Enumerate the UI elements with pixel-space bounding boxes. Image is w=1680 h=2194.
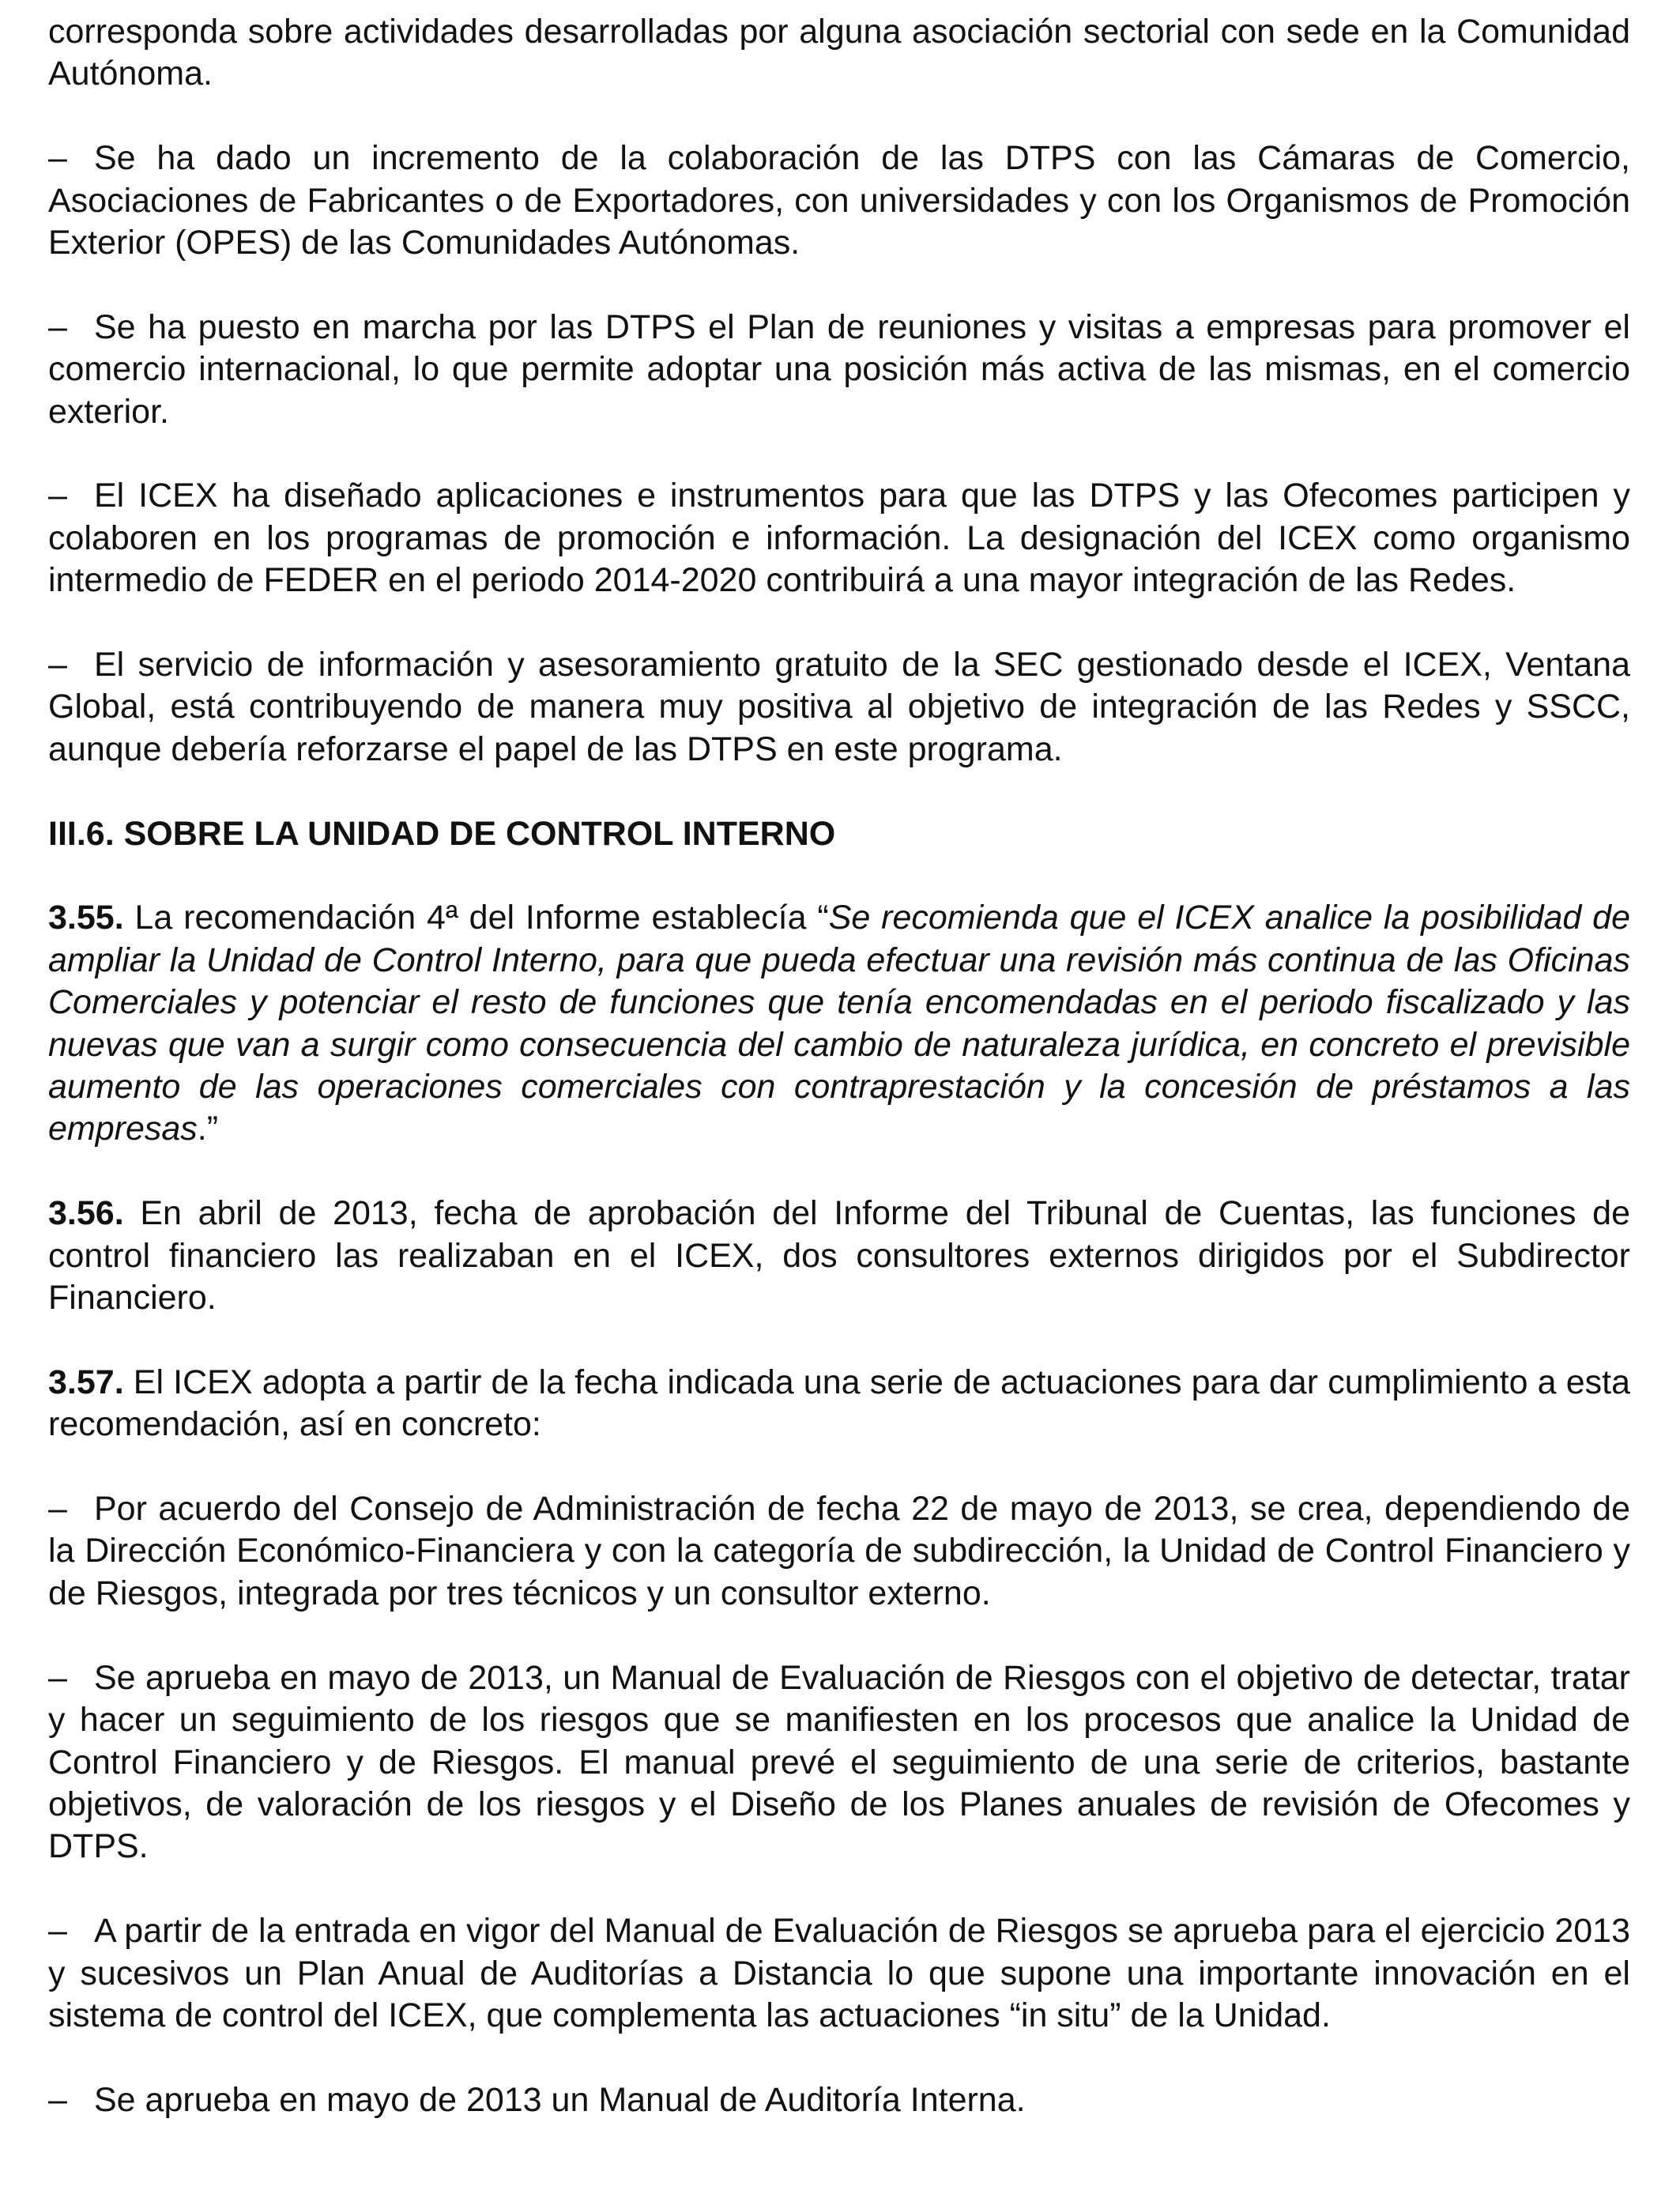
dash-bullet: – (48, 477, 67, 515)
bullet-text: Se ha dado un incremento de la colaboración de las DTPS con las Cámaras de Comercio, Asociaciones de Fabricantes o de Exportadores, con universidades y con los Organismos de Promoción Exterior (OPES) de las Comunidades Autónomas. (48, 139, 1630, 262)
bullet-item (48, 307, 1630, 433)
document-page (48, 11, 1630, 2121)
dash-bullet: – (48, 139, 67, 178)
bullet-item (48, 475, 1630, 601)
dash-bullet: – (48, 1658, 67, 1697)
paragraph-continuation (48, 11, 1630, 96)
bullet-item (48, 1488, 1630, 1615)
paragraph-number: 3.55. (48, 899, 124, 937)
bullet-item (48, 1910, 1630, 2037)
paragraph-text: corresponda sobre actividades desarrolladas por alguna asociación sectorial con sede en la Comunidad Autónoma. (48, 13, 1630, 93)
dash-bullet: – (48, 1912, 67, 1951)
bullet-text: Se ha puesto en marcha por las DTPS el Plan de reuniones y visitas a empresas para promover el comercio internacional, lo que permite adoptar una posición más activa de las mismas, en el comercio exterior. (48, 307, 1630, 431)
bullet-text: Por acuerdo del Consejo de Administración de fecha 22 de mayo de 2013, se crea, dependiendo de la Dirección Económico-Financiera y con la categoría de subdirección, la Unidad de Control Financiero y de Riesgos, integrada por tres técnicos y un consultor externo. (48, 1490, 1630, 1612)
section-heading: III.6. SOBRE LA UNIDAD DE CONTROL INTERNO (48, 814, 836, 853)
bullet-text: El ICEX ha diseñado aplicaciones e instrumentos para que las DTPS y las Ofecomes participen y colaboren en los programas de promoción e información. La designación del ICEX como organismo intermedio de FEDER en el periodo 2014-2020 contribuirá a una mayor integración de las Redes. (48, 477, 1630, 600)
bullet-text: El servicio de información y asesoramiento gratuito de la SEC gestionado desde el ICEX, Ventana Global, está contribuyendo de manera muy positiva al objetivo de integración de las Redes y SSCC, aunque debería reforzarse el papel de las DTPS en este programa. (48, 646, 1630, 768)
dash-bullet: – (48, 646, 67, 684)
quoted-recommendation: Se recomienda que el ICEX analice la posibilidad de ampliar la Unidad de Control Interno, para que pueda efectuar una revisión más continua de las Oficinas Comerciales y potenciar el resto de funciones que tenía encomendadas en el periodo fiscalizado y las nuevas que van a surgir como consecuencia del cambio de naturaleza jurídica, en concreto el previsible aumento de las operaciones comerciales con contraprestación y la concesión de préstamos a las empresas (48, 899, 1631, 1148)
dash-bullet: – (48, 2080, 67, 2119)
dash-bullet: – (48, 1490, 67, 1529)
numbered-paragraph-3-55 (48, 897, 1630, 1150)
bullet-item (48, 644, 1630, 771)
bullet-item (48, 1657, 1630, 1868)
bullet-text: A partir de la entrada en vigor del Manual de Evaluación de Riesgos se aprueba para el ejercicio 2013 y sucesivos un Plan Anual de Auditorías a Distancia lo que supone una importante innovación en el sistema de control del ICEX, que complementa las actuaciones “in situ” de la Unidad. (48, 1912, 1630, 2034)
paragraph-text: En abril de 2013, fecha de aprobación del Informe del Tribunal de Cuentas, las funciones de control financiero las realizaban en el ICEX, dos consultores externos dirigidos por el Subdirector Financiero. (48, 1194, 1630, 1318)
bullet-item (48, 138, 1630, 264)
numbered-paragraph-3-56 (48, 1193, 1630, 1319)
bullet-text: Se aprueba en mayo de 2013 un Manual de Auditoría Interna. (94, 2080, 1026, 2119)
bullet-text: Se aprueba en mayo de 2013, un Manual de Evaluación de Riesgos con el objetivo de detectar, tratar y hacer un seguimiento de los riesgos que se manifiesten en los procesos que analice la Unidad de Control Financiero y de Riesgos. El manual prevé el seguimiento de una serie de criterios, bastante objetivos, de valoración de los riesgos y el Diseño de los Planes anuales de revisión de Ofecomes y DTPS. (48, 1658, 1630, 1866)
dash-bullet: – (48, 307, 67, 346)
paragraph-number: 3.57. (48, 1363, 124, 1401)
paragraph-text: El ICEX adopta a partir de la fecha indicada una serie de actuaciones para dar cumplimiento a esta recomendación, así en concreto: (48, 1363, 1630, 1444)
paragraph-number: 3.56. (48, 1194, 124, 1233)
paragraph-text: La recomendación 4ª del Informe establecía “ (123, 899, 829, 937)
quote-close: .” (197, 1110, 219, 1148)
numbered-paragraph-3-57 (48, 1362, 1630, 1446)
bullet-item (48, 2079, 1630, 2121)
